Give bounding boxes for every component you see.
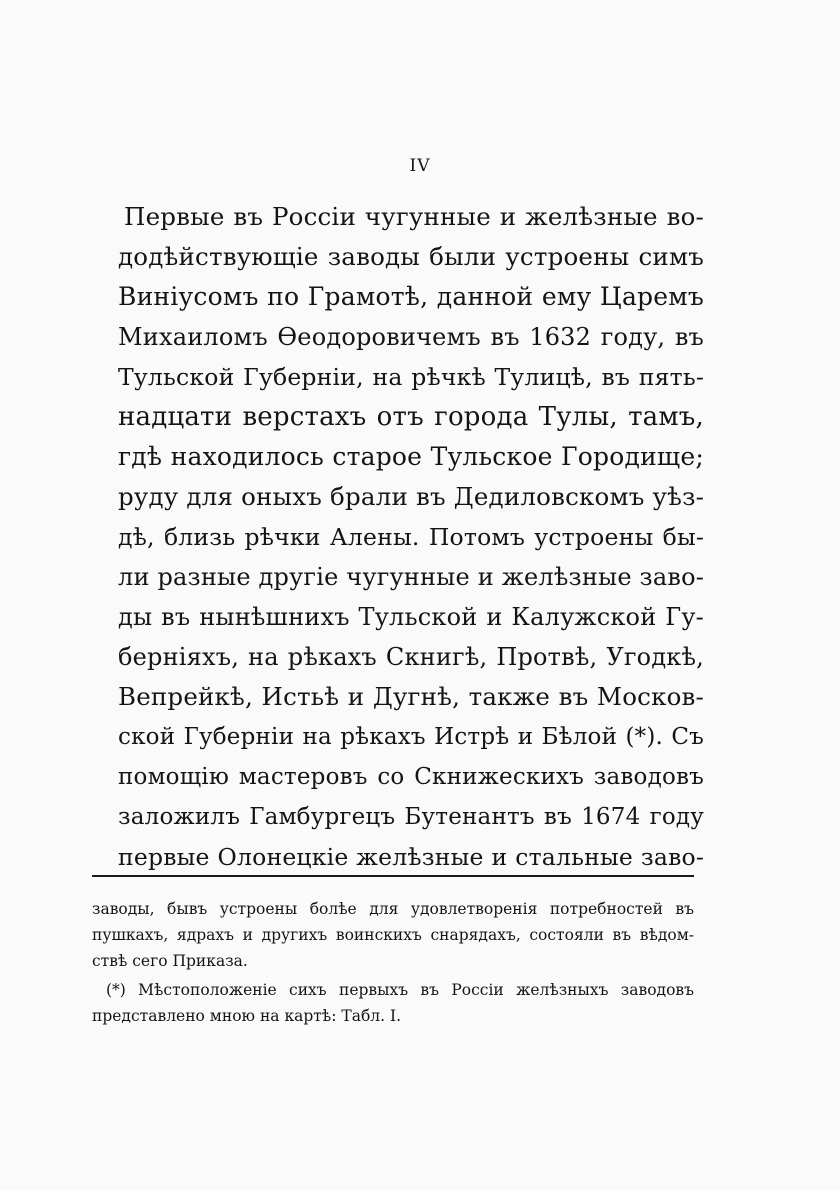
footnote-line: ствѣ сего Приказа. bbox=[92, 952, 248, 970]
main-text-line: Первые въ Россіи чугунные и желѣзные во- bbox=[124, 202, 704, 231]
main-text-line: первые Олонецкіе желѣзные и стальные заво- bbox=[118, 843, 704, 871]
page-number: IV bbox=[409, 156, 431, 176]
footnote-line: пушкахъ, ядрахъ и другихъ воинскихъ снарядахъ, состояли въ вѣдом- bbox=[92, 926, 694, 944]
main-text-line: надцати верстахъ отъ города Тулы, тамъ, bbox=[118, 402, 704, 432]
main-text-line: Тульской Губерніи, на рѣчкѣ Тулицѣ, въ пять- bbox=[118, 363, 704, 391]
main-text-line: ской Губерніи на рѣкахъ Истрѣ и Бѣлой (*). Съ bbox=[118, 724, 704, 750]
main-text-line: ды въ нынѣшнихъ Тульской и Калужской Гу- bbox=[118, 603, 704, 631]
main-text-line: заложилъ Гамбургецъ Бутенантъ въ 1674 году bbox=[118, 804, 704, 830]
main-text-line: дѣ, близь рѣчки Алены. Потомъ устроены бы- bbox=[118, 523, 704, 551]
main-text-line: ли разные другіе чугунные и желѣзные заво- bbox=[118, 563, 705, 591]
footnote-line: представлено мною на картѣ: Табл. I. bbox=[92, 1007, 402, 1025]
main-text-line: руду для оныхъ брали въ Дедиловскомъ уѣз- bbox=[118, 482, 705, 511]
footnote-divider bbox=[92, 875, 694, 877]
footnote-line: (*) Мѣстоположеніе сихъ первыхъ въ Россіи желѣзныхъ заводовъ bbox=[106, 981, 694, 999]
main-text-line: помощію мастеровъ со Скнижескихъ заводовъ bbox=[118, 764, 704, 790]
main-text-line: Михаиломъ Ѳеодоровичемъ въ 1632 году, въ bbox=[118, 323, 704, 351]
main-text-line: берніяхъ, на рѣкахъ Скнигѣ, Протвѣ, Угодкѣ, bbox=[118, 643, 704, 671]
main-text-line: Вепрейкѣ, Истьѣ и Дугнѣ, также въ Москов- bbox=[118, 682, 704, 711]
main-text-line: Виніусомъ по Грамотѣ, данной ему Царемъ bbox=[118, 282, 704, 311]
main-text-line: додѣйствующіе заводы были устроены симъ bbox=[118, 242, 704, 271]
main-text-line: гдѣ находилось старое Тульское Городище; bbox=[118, 442, 704, 471]
footnote-line: заводы, бывъ устроены болѣе для удовлетворенія потребностей въ bbox=[92, 900, 694, 918]
